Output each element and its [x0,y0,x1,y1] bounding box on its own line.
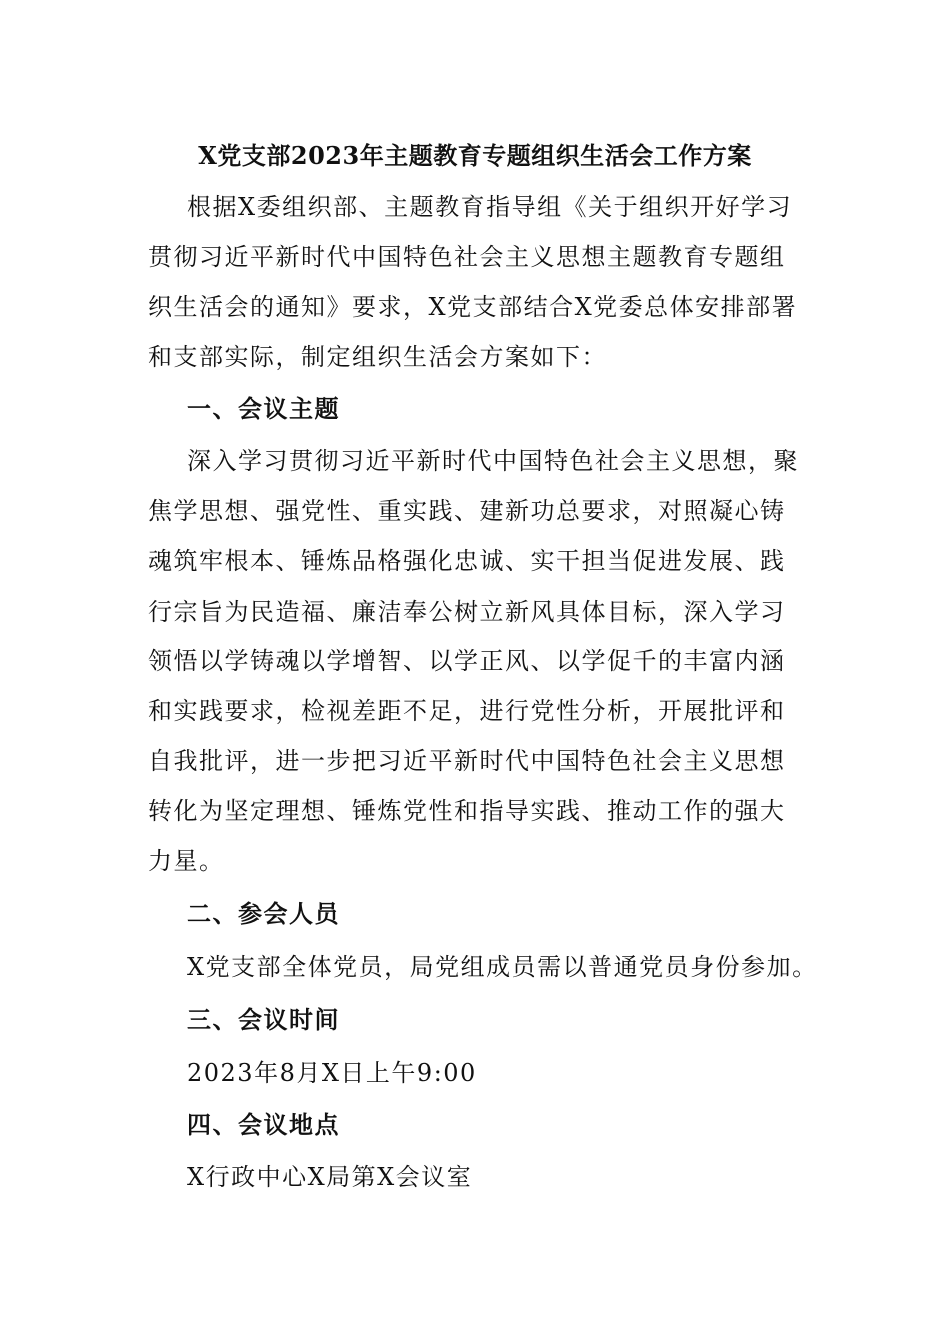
section-text-line: 魂筑牢根本、锤炼品格强化忠诚、实干担当促进发展、践 [148,547,786,575]
section-heading-theme: 一、会议主题 [187,394,340,423]
meeting-time: 2023年8月X日上午9:00 [187,1059,477,1087]
section-text-line: X党支部全体党员，局党组成员需以普通党员身份参加。 [187,953,818,981]
intro-line: 贯彻习近平新时代中国特色社会主义思想主题教育专题组 [148,243,786,271]
section-heading-time: 三、会议时间 [187,1005,340,1034]
section-text-line: 自我批评，进一步把习近平新时代中国特色社会主义思想 [148,747,786,775]
section-text-line: 领悟以学铸魂以学增智、以学正风、以学促千的丰富内涵 [148,647,786,675]
section-text-line: 焦学思想、强党性、重实践、建新功总要求，对照凝心铸 [148,497,786,525]
intro-line: 根据X委组织部、主题教育指导组《关于组织开好学习 [187,193,793,221]
section-text-line: 行宗旨为民造福、廉洁奉公树立新风具体目标，深入学习 [148,598,786,626]
intro-line: 织生活会的通知》要求，X党支部结合X党委总体安排部署 [148,293,798,321]
document-title: X党支部2023年主题教育专题组织生活会工作方案 [198,141,752,170]
section-heading-location: 四、会议地点 [187,1110,340,1139]
section-text-line: 和实践要求，检视差距不足，进行党性分析，开展批评和 [148,697,786,725]
section-heading-attendees: 二、参会人员 [187,899,340,928]
section-text-line: 力星。 [148,847,225,875]
section-text-line: 深入学习贯彻习近平新时代中国特色社会主义思想，聚 [187,447,799,475]
section-text-line: 转化为坚定理想、锤炼党性和指导实践、推动工作的强大 [148,797,786,825]
intro-line: 和支部实际，制定组织生活会方案如下： [148,343,607,371]
meeting-location: X行政中心X局第X会议室 [187,1163,473,1191]
